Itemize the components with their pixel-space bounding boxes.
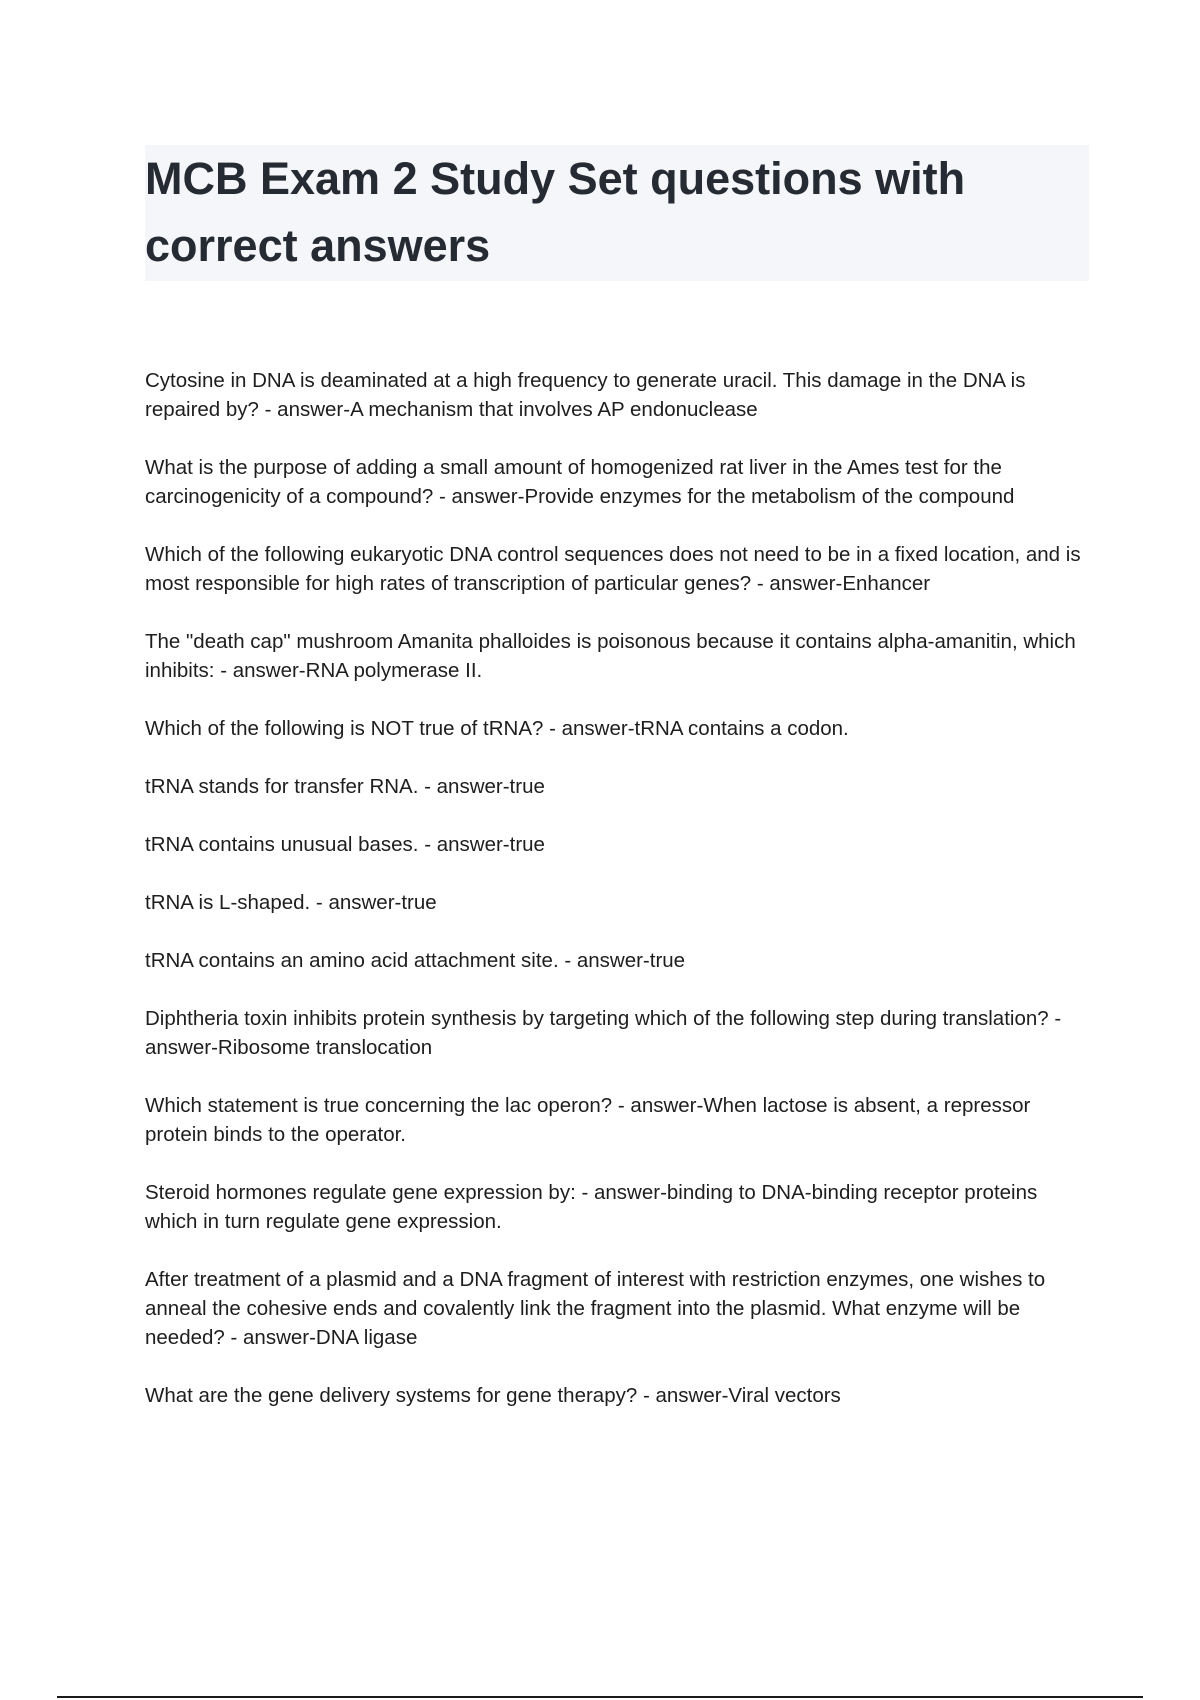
qa-item: Which of the following eukaryotic DNA control sequences does not need to be in a fixed location, and is most responsible for high rates of transcription of particular genes? - answer-Enhancer — [145, 543, 1081, 595]
page-title: MCB Exam 2 Study Set questions with correct answers — [145, 153, 966, 271]
qa-item: What are the gene delivery systems for gene therapy? - answer-Viral vectors — [145, 1384, 841, 1407]
qa-item: tRNA contains unusual bases. - answer-true — [145, 833, 545, 856]
qa-item: Which statement is true concerning the lac operon? - answer-When lactose is absent, a repressor protein binds to the operator. — [145, 1094, 1031, 1146]
qa-item: Diphtheria toxin inhibits protein synthesis by targeting which of the following step during translation? - answer-Ribosome translocation — [145, 1007, 1062, 1059]
qa-item: tRNA stands for transfer RNA. - answer-true — [145, 775, 545, 798]
qa-item: tRNA contains an amino acid attachment site. - answer-true — [145, 949, 686, 972]
qa-item: What is the purpose of adding a small amount of homogenized rat liver in the Ames test for the carcinogenicity of a compound? - answer-Provide enzymes for the metabolism of the compound — [145, 456, 1015, 508]
qa-list — [145, 366, 1095, 1439]
qa-item: Cytosine in DNA is deaminated at a high frequency to generate uracil. This damage in the DNA is repaired by? - answer-A mechanism that involves AP endonuclease — [145, 369, 1026, 421]
qa-item: After treatment of a plasmid and a DNA fragment of interest with restriction enzymes, one wishes to anneal the cohesive ends and covalently link the fragment into the plasmid. What enzyme will be needed? - answer-DNA ligase — [145, 1268, 1046, 1349]
qa-item: The "death cap" mushroom Amanita phalloides is poisonous because it contains alpha-amanitin, which inhibits: - answer-RNA polymerase II. — [145, 630, 1076, 682]
qa-item: Steroid hormones regulate gene expression by: - answer-binding to DNA-binding receptor proteins which in turn regulate gene expression. — [145, 1181, 1038, 1233]
qa-item: tRNA is L-shaped. - answer-true — [145, 891, 437, 914]
title-block — [145, 145, 1089, 281]
qa-item: Which of the following is NOT true of tRNA? - answer-tRNA contains a codon. — [145, 717, 849, 740]
footer-divider — [57, 1696, 1143, 1698]
